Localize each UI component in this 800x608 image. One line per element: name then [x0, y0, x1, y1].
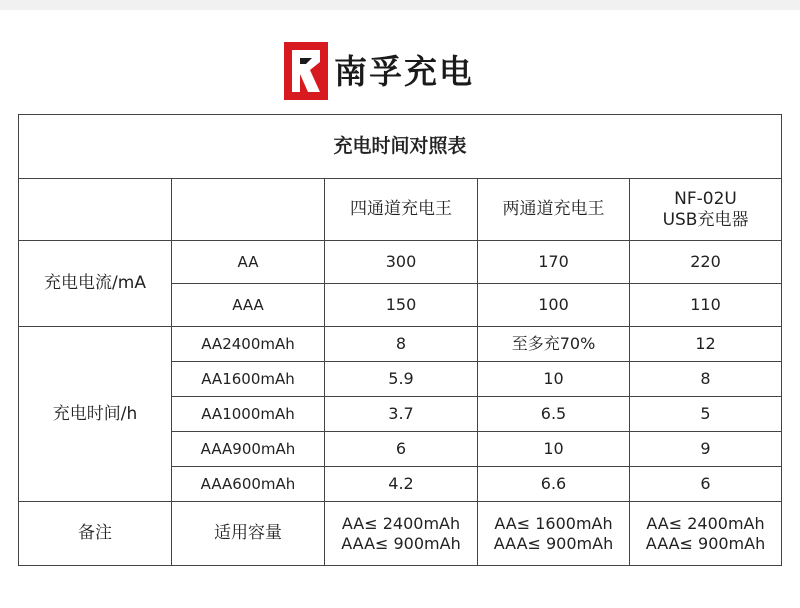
row-group-label-time: 充电时间/h [19, 327, 172, 502]
row-sublabel-capacity: 适用容量 [172, 502, 325, 566]
value-cell: 4.2 [325, 467, 478, 502]
row-label-notes: 备注 [19, 502, 172, 566]
capacity-cell [325, 502, 478, 566]
value-cell: 150 [325, 284, 478, 327]
value-cell: 8 [630, 362, 782, 397]
value-cell: 6 [325, 432, 478, 467]
table-row [19, 327, 782, 362]
table-title: 充电时间对照表 [19, 115, 782, 179]
capacity-aa: AA≤ 1600mAh [494, 514, 613, 534]
battery-type-cell: AAA900mAh [172, 432, 325, 467]
header-empty-1 [19, 179, 172, 241]
column-header-four-channel: 四通道充电王 [325, 179, 478, 241]
row-group-label-current: 充电电流/mA [19, 241, 172, 327]
value-cell: 8 [325, 327, 478, 362]
charging-time-table [18, 114, 782, 566]
battery-type-cell: AAA [172, 284, 325, 327]
table-row [19, 241, 782, 284]
header-empty-2 [172, 179, 325, 241]
value-cell: 100 [478, 284, 630, 327]
column-header-two-channel: 两通道充电王 [478, 179, 630, 241]
value-cell: 3.7 [325, 397, 478, 432]
value-cell: 170 [478, 241, 630, 284]
value-cell: 300 [325, 241, 478, 284]
value-cell: 10 [478, 362, 630, 397]
value-cell: 至多充70% [478, 327, 630, 362]
table-row [19, 502, 782, 566]
capacity-cell [630, 502, 782, 566]
battery-type-cell: AA2400mAh [172, 327, 325, 362]
logo-mark-icon [282, 40, 332, 102]
value-cell: 5 [630, 397, 782, 432]
logo-text: 南孚充电 [334, 52, 474, 91]
capacity-aaa: AAA≤ 900mAh [341, 533, 461, 553]
value-cell: 6 [630, 467, 782, 502]
top-band [0, 0, 800, 10]
battery-type-cell: AA1000mAh [172, 397, 325, 432]
value-cell: 6.5 [478, 397, 630, 432]
battery-type-cell: AA [172, 241, 325, 284]
column-header-usb-line1: NF-02U [674, 189, 737, 210]
capacity-aa: AA≤ 2400mAh [646, 514, 765, 534]
capacity-aaa: AAA≤ 900mAh [645, 533, 766, 553]
battery-type-cell: AA1600mAh [172, 362, 325, 397]
value-cell: 220 [630, 241, 782, 284]
value-cell: 6.6 [478, 467, 630, 502]
value-cell: 12 [630, 327, 782, 362]
value-cell: 110 [630, 284, 782, 327]
value-cell: 5.9 [325, 362, 478, 397]
value-cell: 10 [478, 432, 630, 467]
capacity-aa: AA≤ 2400mAh [341, 514, 461, 534]
value-cell: 9 [630, 432, 782, 467]
capacity-cell [478, 502, 630, 566]
column-header-usb-line2: USB充电器 [662, 209, 749, 230]
capacity-aaa: AAA≤ 900mAh [493, 533, 614, 553]
battery-type-cell: AAA600mAh [172, 467, 325, 502]
column-header-usb-charger [630, 179, 782, 241]
brand-logo [282, 40, 518, 102]
